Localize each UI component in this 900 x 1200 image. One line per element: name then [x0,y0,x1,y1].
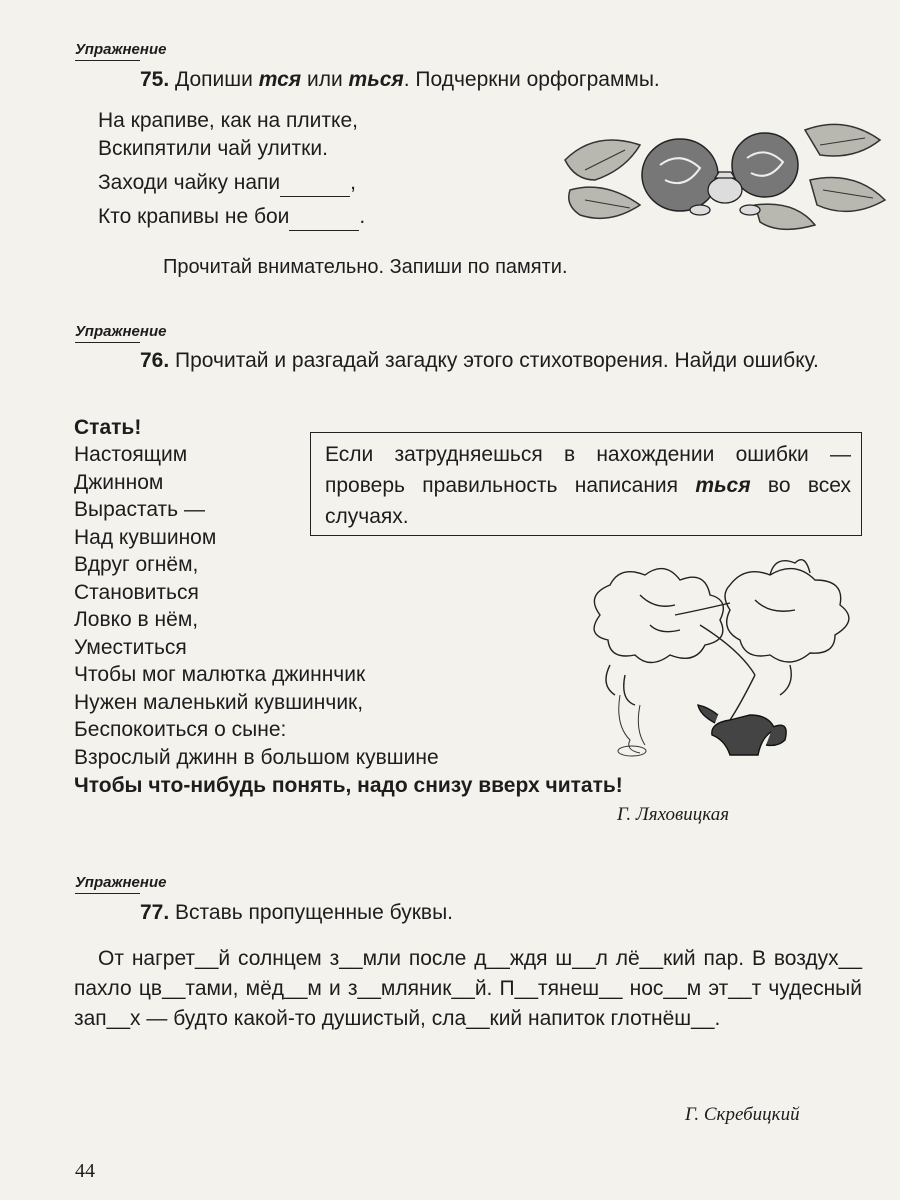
exercise-75-rule [75,60,140,61]
poem-76-line-3: Джинном [74,471,164,494]
tsya-marker: тся [258,68,302,91]
exercise-76-rule [75,342,140,343]
author-skrebitsky: Г. Скребицкий [685,1104,800,1125]
exercise-75-title-part: или [301,68,349,91]
poem-76-line-9: Уместиться [74,636,187,659]
poem-76-line-13: Взрослый джинн в большом кувшине [74,746,439,769]
poem-75-line-3 [98,170,356,197]
poem-75-line-1: На крапиве, как на плитке, [98,109,358,132]
hint-box [310,432,862,536]
exercise-75-title [140,66,660,93]
poem-76-line-1: Стать! [74,416,142,439]
exercise-77-number: 77. [140,901,170,924]
poem-76-line-7: Становиться [74,581,199,604]
hint-text: Если затрудняешься в нахождении ошибки — проверь правильность написания [325,443,851,497]
genie-jug-illustration [580,555,865,760]
poem-76-line-8: Ловко в нём, [74,608,199,631]
poem-76-line-4: Вырастать — [74,498,205,521]
poem-75-line-3-text: Заходи чайку напи [98,171,281,194]
exercise-77-label: Упражнение [75,874,167,891]
exercise-75-title-part: . Подчеркни орфограммы. [403,68,660,91]
poem-75-line-2: Вскипятили чай улитки. [98,137,328,160]
exercise-77-rule [75,893,140,894]
exercise-75-number: 75. [140,68,170,91]
poem-76-line-11: Нужен маленький кувшинчик, [74,691,364,714]
poem-76-line-5: Над кувшином [74,526,217,549]
poem-76-line-2: Настоящим [74,443,188,466]
exercise-76-label: Упражнение [75,323,167,340]
exercise-75-label: Упражнение [75,41,167,58]
poem-76-line-12: Беспокоиться о сыне: [74,718,287,741]
poem-75-line-3-end: , [350,171,356,194]
author-lyakhovitskaya: Г. Ляховицкая [617,804,730,825]
exercise-76-number: 76. [140,349,170,372]
fill-blank[interactable] [280,170,350,197]
exercise-76-title-text: Прочитай и разгадай загадку этого стихотворения. Найди ошибку. [169,349,819,372]
poem-75-line-4-text: Кто крапивы не бои [98,205,290,228]
poem-76-line-14: Чтобы что-нибудь понять, надо снизу вверх читать! [74,774,623,797]
hint-word: ться [695,474,751,497]
poem-75-line-4 [98,204,365,231]
exercise-77-text: От нагрет__й солнцем з__мли после д__ждя ш__л лё__кий пар. В воздух__ пахло цв__тами, мёд__м и з__мляник__й. П__тянеш__ нос__м эт__т чудесный зап__х — будто какой-то душистый, сла__кий напиток глотнёш__. [74,947,862,1030]
poem-76-line-6: Вдруг огнём, [74,553,199,576]
exercise-77-title [140,899,453,926]
poem-75-line-4-end: . [359,205,366,228]
exercise-77-title-text: Вставь пропущенные буквы. [169,901,454,924]
poem-76-line-10: Чтобы мог малютка джиннчик [74,663,366,686]
page-number: 44 [75,1160,95,1182]
exercise-75-title-part: Допиши [169,68,259,91]
snails-tea-illustration [555,110,890,235]
exercise-76-title [140,347,870,374]
hint-text-end: во всех случаях. [325,474,851,528]
fill-blank[interactable] [289,204,359,231]
exercise-75-instruction: Прочитай внимательно. Запиши по памяти. [163,256,568,278]
tsya2-marker: ться [348,68,404,91]
